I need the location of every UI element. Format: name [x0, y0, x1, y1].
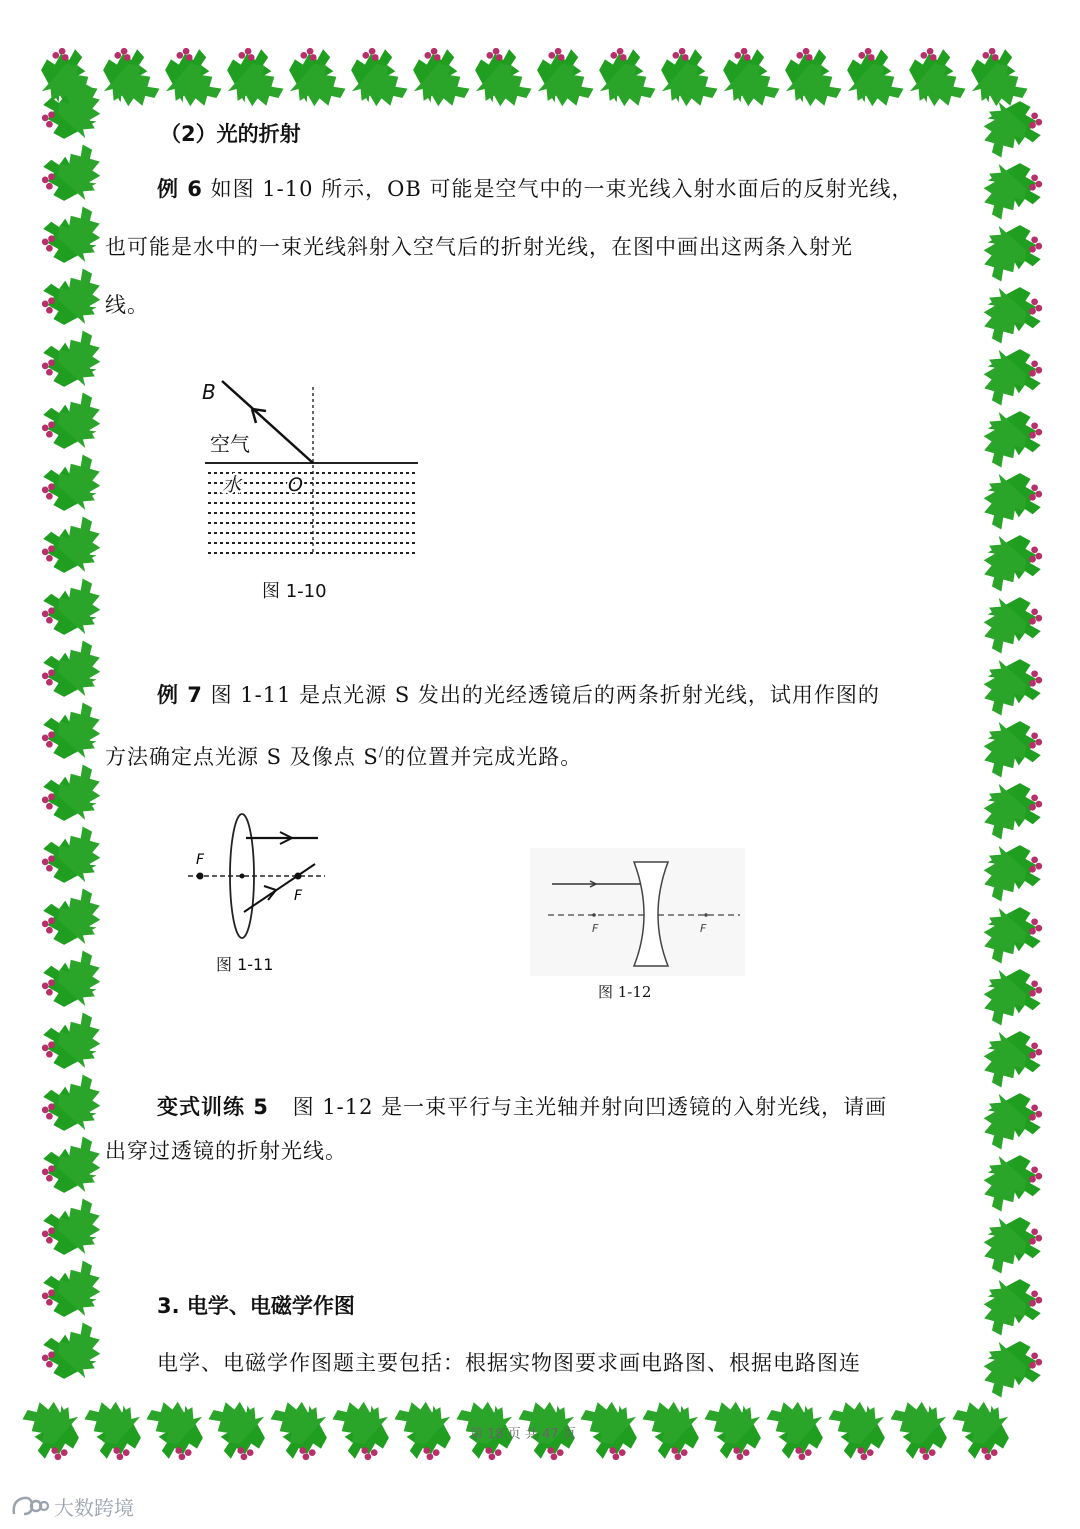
example-6-label: 例 6 — [157, 177, 203, 201]
example-7-paragraph — [105, 666, 985, 786]
holly-ornament — [327, 1388, 392, 1464]
holly-ornament — [38, 449, 114, 514]
label-water: 水 — [222, 474, 242, 496]
holly-ornament — [223, 44, 288, 120]
holly-ornament — [533, 44, 598, 120]
holly-ornament — [99, 44, 164, 120]
page-footer: 第 18 页 共 47 页 — [470, 1427, 576, 1442]
focus-left-label: F — [592, 922, 599, 935]
holly-ornament — [38, 1317, 114, 1382]
example-6-text-line3: 线。 — [105, 293, 149, 317]
holly-ornament — [409, 44, 474, 120]
holly-ornament — [471, 44, 536, 120]
holly-ornament — [970, 407, 1046, 472]
holly-ornament — [595, 44, 660, 120]
holly-ornament — [389, 1388, 454, 1464]
variant-5-paragraph — [105, 1085, 985, 1173]
holly-ornament — [970, 1027, 1046, 1092]
figure-1-12-diagram — [530, 848, 745, 976]
holly-ornament — [947, 1388, 1012, 1464]
label-o: O — [288, 474, 303, 496]
holly-ornament — [347, 44, 412, 120]
holly-ornament — [781, 44, 846, 120]
holly-ornament — [38, 1007, 114, 1072]
figure-1-10 — [170, 345, 420, 605]
example-7-text-line1: 图 1-11 是点光源 S 发出的光经透镜后的两条折射光线，试用作图的 — [210, 683, 880, 707]
holly-ornament — [38, 1193, 114, 1258]
holly-ornament — [970, 345, 1046, 410]
example-7-text-line2a: 方法确定点光源 S 及像点 S — [105, 745, 379, 769]
figure-1-11-diagram — [180, 812, 330, 947]
holly-ornament — [265, 1388, 330, 1464]
focus-left-dot — [592, 913, 596, 917]
holly-ornament — [38, 139, 114, 204]
holly-ornament — [970, 1213, 1046, 1278]
holly-ornament — [657, 44, 722, 120]
holly-ornament — [970, 593, 1046, 658]
holly-ornament — [761, 1388, 826, 1464]
section-electric-text-line1: 电学、电磁学作图题主要包括：根据实物图要求画电路图、根据电路图连 — [157, 1351, 861, 1375]
holly-ornament — [885, 1388, 950, 1464]
variant-5-text-line1: 图 1-12 是一束平行与主光轴并射向凹透镜的入射光线，请画 — [292, 1095, 888, 1119]
holly-ornament — [699, 1388, 764, 1464]
holly-ornament — [203, 1388, 268, 1464]
holly-ornament — [970, 903, 1046, 968]
variant-5-label: 变式训练 5 — [157, 1095, 269, 1119]
holly-ornament — [285, 44, 350, 120]
label-b: B — [202, 380, 216, 404]
holly-ornament — [970, 469, 1046, 534]
holly-ornament — [905, 44, 970, 120]
holly-ornament — [38, 263, 114, 328]
holly-ornament — [38, 635, 114, 700]
holly-ornament — [38, 573, 114, 638]
focus-left-dot — [197, 873, 204, 880]
holly-ornament — [970, 779, 1046, 844]
holly-ornament — [970, 531, 1046, 596]
holly-ornament — [79, 1388, 144, 1464]
holly-ornament — [970, 1275, 1046, 1340]
figure-1-10-diagram — [170, 345, 420, 575]
example-6-text-line2: 也可能是水中的一束光线斜射入空气后的折射光线，在图中画出这两条入射光 — [105, 235, 853, 259]
holly-ornament — [38, 1069, 114, 1134]
holly-ornament — [141, 1388, 206, 1464]
focus-right-label: F — [700, 922, 707, 935]
holly-ornament — [970, 841, 1046, 906]
holly-ornament — [38, 511, 114, 576]
holly-ornament — [38, 1255, 114, 1320]
holly-ornament — [970, 97, 1046, 162]
label-air: 空气 — [210, 432, 250, 456]
holly-ornament — [823, 1388, 888, 1464]
example-6-text-line1: 如图 1-10 所示，OB 可能是空气中的一束光线入射水面后的反射光线， — [210, 177, 914, 201]
figure-1-12 — [530, 848, 745, 1008]
figure-1-11 — [180, 812, 330, 977]
variant-5-text-line2: 出穿过透镜的折射光线。 — [105, 1139, 347, 1163]
section-heading-refraction: （2）光的折射 — [160, 122, 301, 146]
holly-ornament — [38, 325, 114, 390]
example-6-paragraph — [105, 160, 985, 334]
holly-ornament — [843, 44, 908, 120]
optical-center-dot — [240, 874, 245, 879]
holly-ornament — [970, 965, 1046, 1030]
holly-ornament — [38, 387, 114, 452]
holly-ornament — [719, 44, 784, 120]
watermark-text: 大数跨境 — [54, 1496, 134, 1520]
focus-right-dot — [704, 913, 708, 917]
holly-ornament — [38, 201, 114, 266]
watermark-logo-icon — [10, 1494, 50, 1520]
focus-right-dot — [295, 873, 302, 880]
figure-1-11-caption: 图 1-11 — [216, 955, 274, 974]
holly-ornament — [38, 821, 114, 886]
section-heading-electric: 3. 电学、电磁学作图 — [157, 1294, 355, 1318]
holly-ornament — [38, 883, 114, 948]
holly-ornament — [38, 697, 114, 762]
example-7-label: 例 7 — [157, 683, 203, 707]
holly-ornament — [637, 1388, 702, 1464]
holly-ornament — [575, 1388, 640, 1464]
holly-ornament — [38, 945, 114, 1010]
focus-right-label: F — [294, 888, 303, 904]
example-7-text-line2b: 的位置并完成光路。 — [384, 745, 583, 769]
holly-ornament — [17, 1388, 82, 1464]
holly-ornament — [38, 1131, 114, 1196]
watermark — [10, 1492, 134, 1521]
focus-left-label: F — [196, 852, 205, 868]
prime-mark: / — [378, 745, 385, 760]
figure-1-12-caption: 图 1-12 — [598, 983, 652, 1001]
figure-1-10-caption: 图 1-10 — [262, 581, 327, 602]
holly-ornament — [38, 759, 114, 824]
holly-ornament — [161, 44, 226, 120]
